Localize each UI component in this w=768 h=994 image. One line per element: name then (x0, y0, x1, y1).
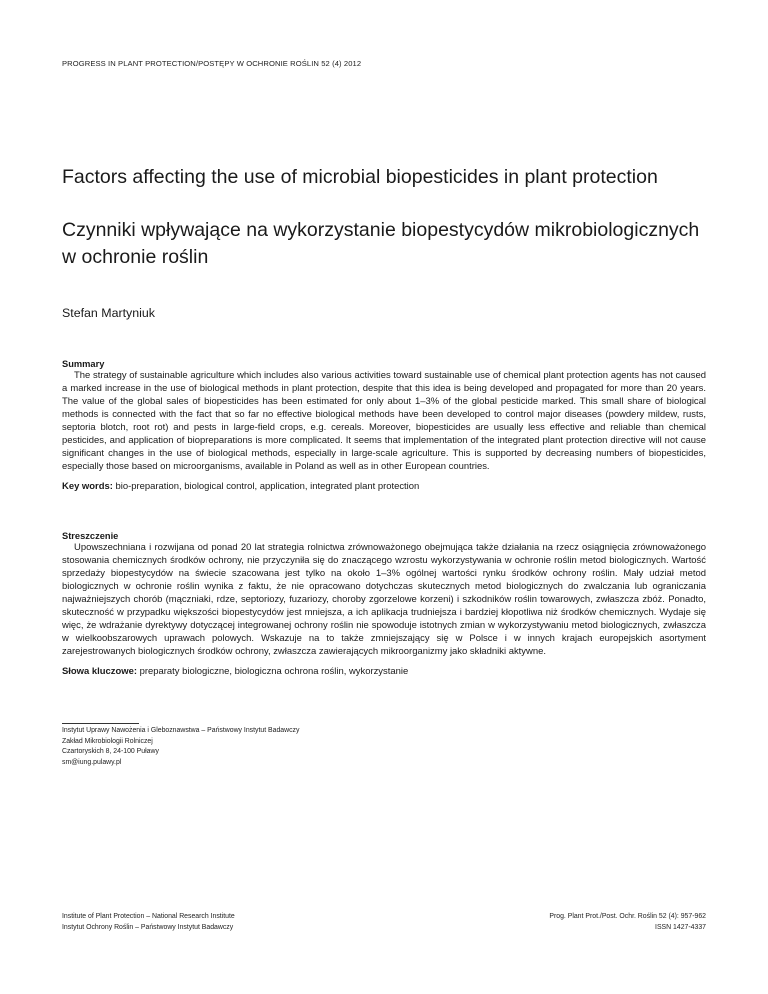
keywords-list: bio-preparation, biological control, application, integrated plant protection (112, 480, 420, 492)
footer-issn: ISSN 1427-4337 (655, 923, 706, 931)
slowa-kluczowe-label: Słowa kluczowe: (62, 665, 137, 677)
streszczenie-text: Upowszechniana i rozwijana od ponad 20 lat strategia rolnictwa zrównoważonego obejmująca także działania na rzecz osiągnięcia zrównoważonego stosowania chemicznych środków ochrony, nie przyczyniła się do znaczącego wzrostu wykorzystywania w ochronie roślin metod biologicznych. Wartość sprzedaży biopestycydów na świecie szacowana jest tylko na około 1–3% ogólnej wartości rynku środków ochrony roślin. Mały udział metod biologicznych w ochronie roślin wynika z faktu, że nie opracowano dotychczas skutecznych metod biologicznych do zwalczania lub ograniczania najważniejszych chorób (mączniaki, rdze, septoriozy, fuzariozy, choroby zgorzelowe korzeni) i szkodników roślin towarowych, zwłaszcza zbóż. Ponadto, skuteczność w przypadku większości biopestycydów jest mniejsza, a ich aplikacja trudniejsza i bardziej kłopotliwa niż środków chemicznych. Wydaje się więc, że wdrażanie dyrektywy dotyczącej integrowanej ochrony roślin nie spowoduje istotnych zmian w wykorzystywaniu metod biologicznych, zwłaszcza w wielkoobszarowych uprawach polowych. Wskazuje na to także zmniejszający się w Polsce i w innych krajach europejskich asortyment zarejestrowanych biologicznych środków ochrony, zwłaszcza zawierających mikroorganizmy jako składniki aktywne. (62, 542, 706, 657)
summary-keywords (62, 480, 706, 493)
footnote-divider (62, 723, 139, 724)
footer-publisher-en: Institute of Plant Protection – National Research Institute (62, 913, 235, 920)
keywords-label: Key words: (62, 480, 113, 492)
running-head: PROGRESS IN PLANT PROTECTION/POSTĘPY W OCHRONIE ROŚLIN 52 (4) 2012 (62, 59, 362, 68)
streszczenie-section (62, 530, 706, 678)
streszczenie-keywords (62, 665, 706, 678)
title-english: Factors affecting the use of microbial biopesticides in plant protection (62, 166, 658, 188)
footer-citation (549, 912, 706, 933)
footer-publisher-pl: Instytut Ochrony Roślin – Państwowy Instytut Badawczy (62, 923, 234, 931)
affiliation-address: Czartoryskich 8, 24-100 Puławy (62, 748, 159, 756)
title-polish (62, 217, 742, 271)
title-polish-line-1: Czynniki wpływające na wykorzystanie biopestycydów mikrobiologicznych (62, 219, 700, 241)
affiliation-footnote (62, 723, 299, 768)
affiliation-department: Zakład Mikrobiologii Rolniczej (62, 737, 153, 745)
streszczenie-heading: Streszczenie (62, 531, 119, 541)
affiliation-institute: Instytut Uprawy Nawożenia i Gleboznawstwa – Państwowy Instytut Badawczy (62, 727, 300, 734)
title-polish-line-2: w ochronie roślin (62, 246, 209, 268)
summary-section (62, 358, 706, 493)
summary-text: The strategy of sustainable agriculture which includes also various activities toward sustainable use of chemical plant protection agents has not caused a marked increase in the use of biological methods in plant protection, despite that this idea is being developed and propagated for more than 20 years. The value of the global sales of biopesticides has been estimated for only about 1–3% of the global pesticide marked. This small share of biological methods is connected with the fact that so far no effective biological methods have been developed to control major diseases (powdery mildew, rusts, septoria blotch, root rot) and pests in large-field crops, e.g. cereals. Moreover, biopesticides are usually less effective and reliable than chemical pesticides, and application of biopreparations is more complicated. It seems that implementation of the integrated plant protection directive will not cause significant changes in the use of biological methods, especially in large-scale agriculture. This is supported by decreasing numbers of biopesticides, especially those based on microorganisms, available in Poland as well as in other European countries. (62, 370, 706, 472)
summary-heading: Summary (62, 359, 105, 369)
footer-publisher (62, 912, 235, 933)
affiliation-email[interactable]: sm@iung.pulawy.pl (62, 758, 122, 766)
footer-journal-citation: Prog. Plant Prot./Post. Ochr. Roślin 52 (4): 957-962 (549, 913, 706, 920)
slowa-kluczowe-list: preparaty biologiczne, biologiczna ochrona roślin, wykorzystanie (137, 665, 409, 677)
author-name: Stefan Martyniuk (62, 306, 155, 320)
